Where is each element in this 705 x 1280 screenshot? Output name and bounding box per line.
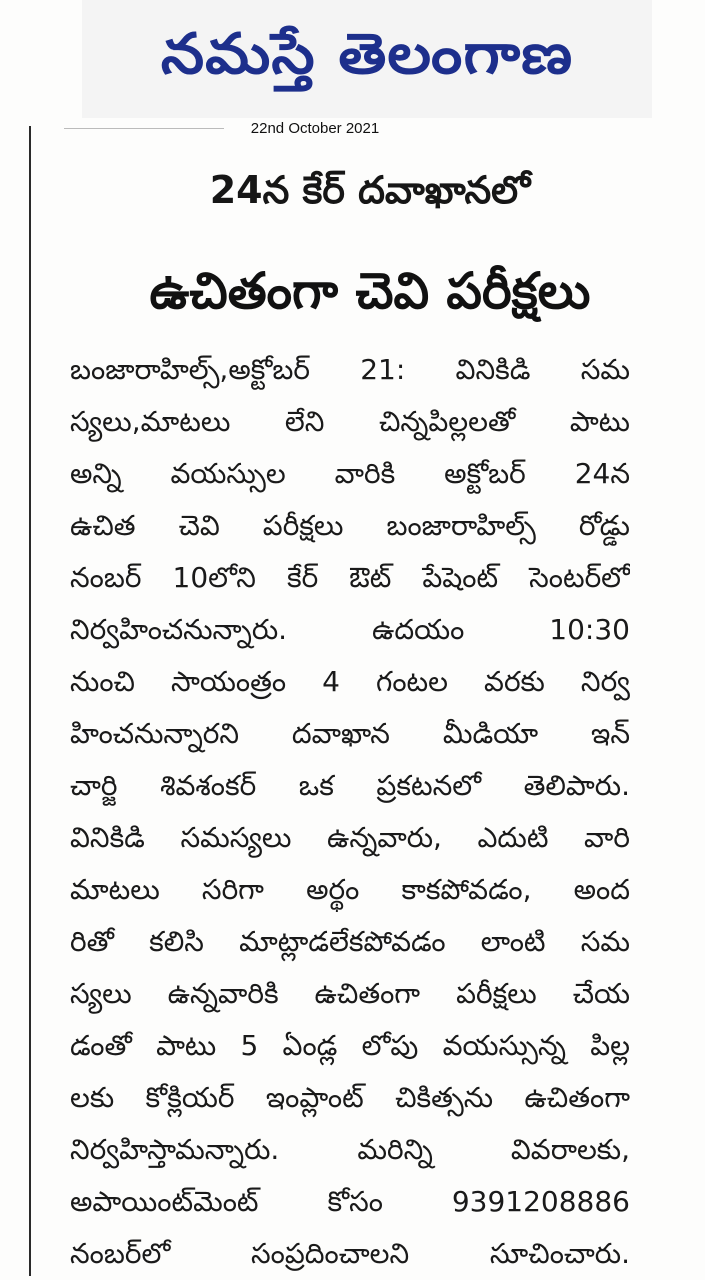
body-line: హించనున్నారని దవాఖాన మీడియా ఇన్	[70, 717, 630, 750]
body-line: డంతో పాటు 5 ఏండ్ల లోపు వయస్సున్న పిల్ల	[70, 1029, 630, 1062]
article-kicker: 24న కేర్ దవాఖానలో	[209, 168, 531, 212]
body-line: నిర్వహిస్తామన్నారు. మరిన్ని వివరాలకు,	[70, 1133, 630, 1166]
body-line: స్యలు ఉన్నవారికి ఉచితంగా పరీక్షలు చేయ	[70, 977, 630, 1010]
body-line: స్యలు,మాటలు లేని చిన్నపిల్లలతో పాటు	[70, 405, 630, 438]
body-line: చార్జి శివశంకర్ ఒక ప్రకటనలో తెలిపారు.	[70, 769, 630, 802]
body-line: వినికిడి సమస్యలు ఉన్నవారు, ఎదుటి వారి	[70, 821, 630, 854]
body-line: నంబర్‌లో సంప్రదించాలని సూచించారు.	[70, 1237, 630, 1270]
body-line: అపాయింట్‌మెంట్ కోసం 9391208886	[70, 1185, 630, 1218]
masthead-logo: నమస్తే తెలంగాణ	[160, 21, 574, 87]
body-line: రితో కలిసి మాట్లాడలేకపోవడం లాంటి సమ	[70, 925, 630, 958]
top-rule	[64, 128, 224, 129]
column-rule	[29, 126, 31, 1276]
body-line: బంజారాహిల్స్,అక్టోబర్ 21: వినికిడి సమ	[70, 353, 630, 386]
article-headline: ఉచితంగా చెవి పరీక్షలు	[149, 262, 591, 320]
publication-date: 22nd October 2021	[250, 120, 380, 137]
body-line: అన్ని వయస్సుల వారికి అక్టోబర్ 24న	[70, 457, 630, 490]
body-line: నంబర్ 10లోని కేర్ ఔట్ పేషెంట్ సెంటర్‌లో	[70, 561, 630, 594]
body-line: లకు కోక్లియర్ ఇంప్లాంట్ చికిత్సను ఉచితంగా	[70, 1081, 630, 1114]
body-line: నుంచి సాయంత్రం 4 గంటల వరకు నిర్వ	[70, 665, 630, 698]
body-line: మాటలు సరిగా అర్థం కాకపోవడం, అంద	[70, 873, 630, 906]
masthead	[82, 0, 652, 118]
body-line: ఉచిత చెవి పరీక్షలు బంజారాహిల్స్ రోడ్డు	[70, 509, 630, 542]
body-line: నిర్వహించనున్నారు. ఉదయం 10:30	[70, 613, 630, 646]
